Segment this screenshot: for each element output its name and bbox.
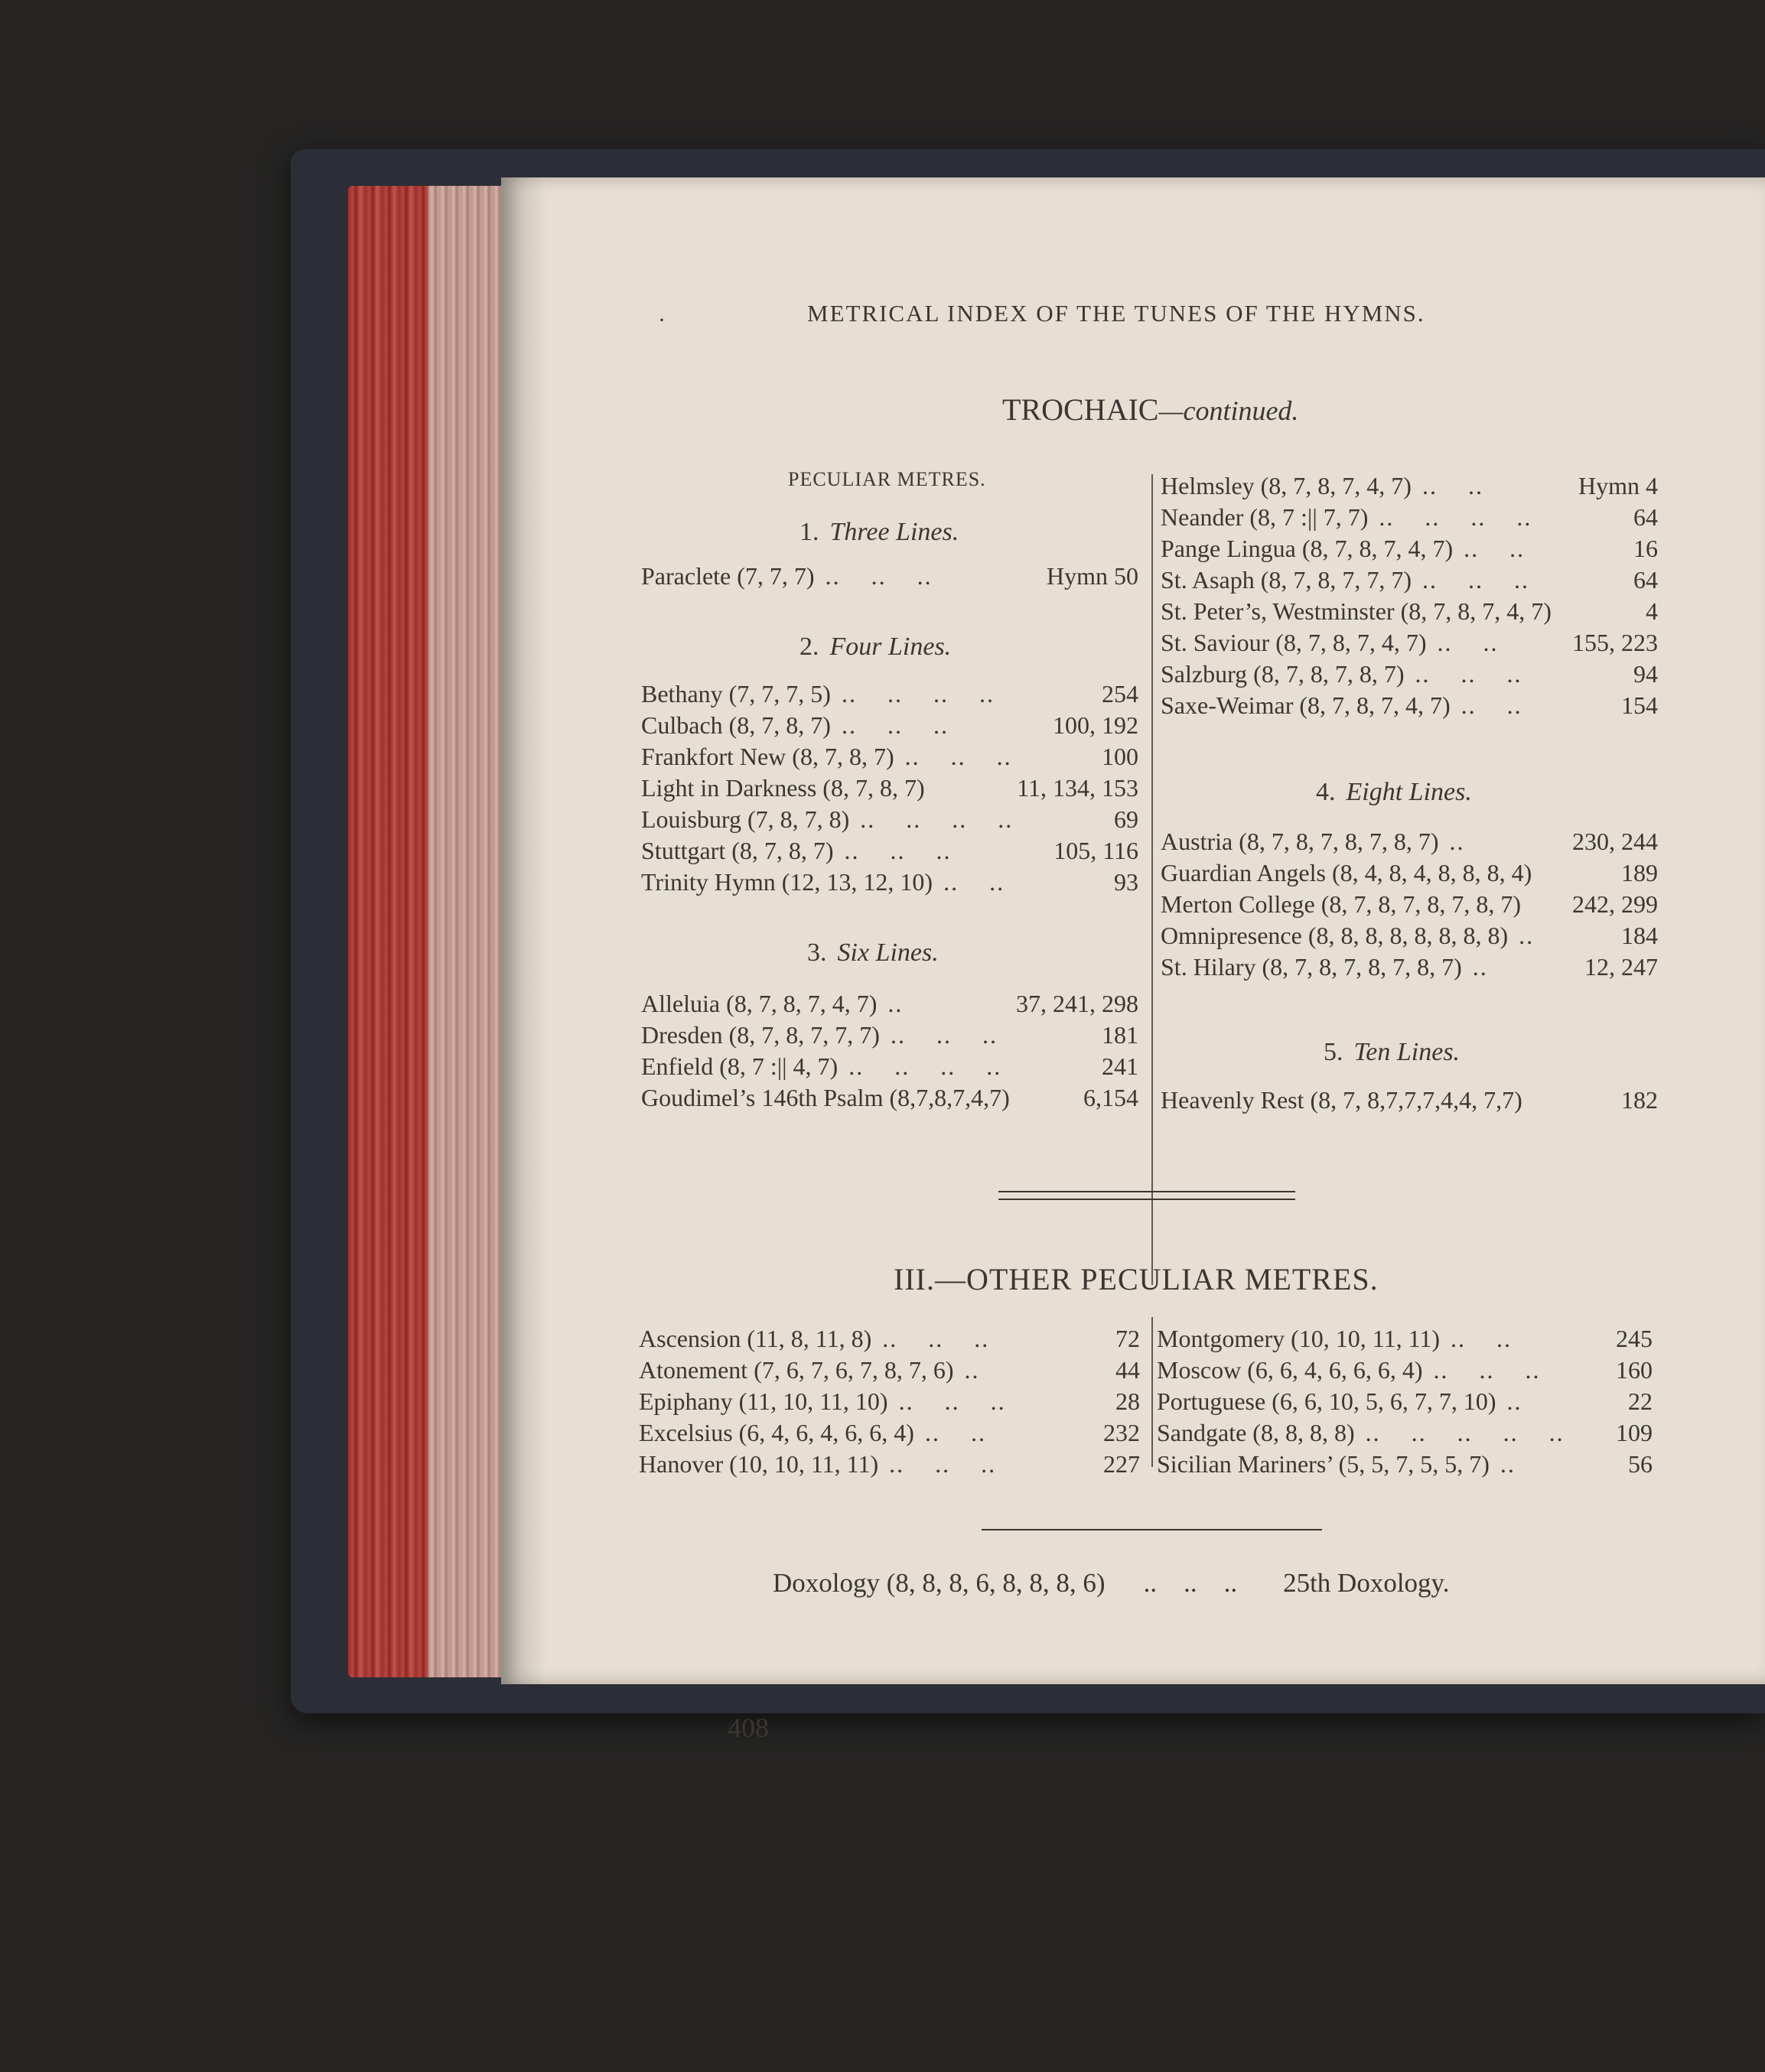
leader-dots: ..: [1519, 922, 1535, 949]
doxology-dots: .. .. ..: [1143, 1568, 1238, 1598]
leader-dots: .. .. ..: [890, 1021, 998, 1049]
index-entry: [1161, 859, 1658, 887]
tune-name: St. Hilary (8, 7, 8, 7, 8, 7, 8, 7): [1161, 953, 1462, 981]
subsection-label: Three Lines.: [829, 518, 959, 546]
leader-dots: .. .. .. ..: [1379, 503, 1532, 531]
tune-name: Sandgate (8, 8, 8, 8): [1157, 1419, 1355, 1446]
hymn-number: 64: [1633, 503, 1658, 531]
index-entry: [1161, 597, 1658, 626]
index-entry: [641, 680, 1138, 708]
tune-name: St. Peter’s, Westminster (8, 7, 8, 7, 4, 7): [1161, 597, 1552, 625]
doxology-name: Doxology (8, 8, 8, 6, 8, 8, 8, 6): [773, 1568, 1106, 1598]
subsection-heading: [799, 633, 951, 662]
tune-name: Austria (8, 7, 8, 7, 8, 7, 8, 7): [1161, 828, 1439, 855]
subsection-number: 4.: [1316, 778, 1336, 806]
section-heading: [1002, 392, 1298, 428]
tune-name: Saxe-Weimar (8, 7, 8, 7, 4, 7): [1161, 691, 1451, 719]
hymn-number: 94: [1633, 660, 1658, 688]
index-entry: [639, 1325, 1140, 1353]
leader-dots: .. ..: [1451, 1325, 1513, 1352]
leader-dots: .. .. ..: [1422, 566, 1529, 594]
index-entry: [1161, 828, 1658, 856]
leader-dots: .. .. ..: [1415, 660, 1522, 688]
hymn-number: 109: [1616, 1419, 1653, 1446]
index-entry: [641, 1021, 1138, 1049]
leader-dots: .. .. .. ..: [860, 805, 1014, 833]
hymn-number: 227: [1103, 1450, 1140, 1478]
tune-name: Merton College (8, 7, 8, 7, 8, 7, 8, 7): [1161, 890, 1522, 918]
hymn-number: 105, 116: [1053, 837, 1138, 864]
tune-name: Paraclete (7, 7, 7): [641, 562, 815, 590]
page-edges-light: [428, 186, 505, 1677]
leader-dots: .. .. .. ..: [848, 1052, 1002, 1080]
hymn-number: 232: [1103, 1419, 1140, 1446]
tune-name: Trinity Hymn (12, 13, 12, 10): [641, 868, 933, 896]
tune-name: Moscow (6, 6, 4, 6, 6, 6, 4): [1157, 1356, 1423, 1384]
section-heading-suffix: —continued.: [1158, 395, 1299, 426]
hymn-number: 181: [1102, 1021, 1138, 1049]
leader-dots: .. .. ..: [898, 1387, 1006, 1415]
tune-name: Hanover (10, 10, 11, 11): [639, 1450, 879, 1478]
index-entry: [1161, 535, 1658, 563]
hymn-number: 72: [1115, 1325, 1140, 1352]
hymn-number: 4: [1646, 597, 1658, 625]
hymn-number: 56: [1628, 1450, 1653, 1478]
tune-name: Goudimel’s 146th Psalm (8,7,8,7,4,7): [641, 1084, 1010, 1111]
tune-name: Ascension (11, 8, 11, 8): [639, 1325, 872, 1352]
index-entry: [641, 805, 1138, 834]
index-entry: [641, 743, 1138, 771]
hymn-number: Hymn 50: [1047, 562, 1138, 590]
leader-dots: .. ..: [943, 868, 1005, 896]
tune-name: Alleluia (8, 7, 8, 7, 4, 7): [641, 990, 878, 1017]
leader-dots: ..: [1449, 828, 1465, 855]
index-entry: [1161, 953, 1658, 981]
tune-name: Epiphany (11, 10, 11, 10): [639, 1387, 888, 1415]
hymn-number: 100, 192: [1053, 711, 1138, 739]
index-entry: [1161, 629, 1658, 657]
leader-dots: .. .. .. .. ..: [1365, 1419, 1565, 1446]
index-entry: [639, 1419, 1140, 1447]
index-entry: [1157, 1450, 1653, 1478]
leader-dots: ..: [1500, 1450, 1516, 1478]
tune-name: Frankfort New (8, 7, 8, 7): [641, 743, 894, 770]
gutter-shadow: [501, 177, 547, 1684]
tune-name: Excelsius (6, 4, 6, 4, 6, 6, 4): [639, 1419, 914, 1446]
index-entry: [639, 1387, 1140, 1416]
subsection-label: Four Lines.: [829, 633, 952, 661]
hymn-number: 245: [1616, 1325, 1653, 1352]
leader-dots: ..: [964, 1356, 980, 1384]
hymn-number: 154: [1621, 691, 1658, 719]
leader-dots: .. .. .. ..: [841, 680, 995, 707]
hymn-number: 37, 241, 298: [1016, 990, 1138, 1017]
double-rule: [998, 1191, 1295, 1200]
leader-dots: .. .. ..: [904, 743, 1012, 770]
subsection-number: 2.: [799, 633, 819, 661]
tune-name: Sicilian Mariners’ (5, 5, 7, 5, 5, 7): [1157, 1450, 1490, 1478]
tune-name: St. Saviour (8, 7, 8, 7, 4, 7): [1161, 629, 1427, 656]
hymn-number: 16: [1633, 535, 1658, 562]
index-entry: [1161, 660, 1658, 688]
book-page: [501, 177, 1765, 1743]
tune-name: Bethany (7, 7, 7, 5): [641, 680, 831, 707]
index-entry: [1157, 1419, 1653, 1447]
subsection-number: 5.: [1324, 1038, 1343, 1066]
hymn-number: 230, 244: [1572, 828, 1658, 855]
hymn-number: 93: [1114, 868, 1138, 896]
index-entry: [641, 562, 1138, 590]
index-entry: [1161, 922, 1658, 950]
index-entry: [1161, 566, 1658, 594]
tune-name: St. Asaph (8, 7, 8, 7, 7, 7): [1161, 566, 1412, 594]
leader-dots: ..: [1472, 953, 1488, 981]
hymn-number: 44: [1115, 1356, 1140, 1384]
leader-dots: ..: [887, 990, 904, 1017]
part-heading: III.—OTHER PECULIAR METRES.: [894, 1262, 1379, 1296]
tune-name: Heavenly Rest (8, 7, 8,7,7,7,4,4, 7,7): [1161, 1086, 1522, 1114]
hymn-number: 28: [1115, 1387, 1140, 1415]
leader-dots: .. .. ..: [882, 1325, 990, 1352]
index-entry: [641, 774, 1138, 802]
index-entry: [1161, 890, 1658, 919]
tune-name: Guardian Angels (8, 4, 8, 4, 8, 8, 8, 4): [1161, 859, 1532, 886]
doxology-ref: 25th Doxology.: [1283, 1568, 1450, 1598]
hymn-number: 64: [1633, 566, 1658, 594]
index-entry: [641, 1052, 1138, 1081]
index-entry: [1161, 1086, 1658, 1114]
category-heading: PECULIAR METRES.: [788, 468, 986, 490]
hymn-number: 12, 247: [1584, 953, 1658, 981]
tune-name: Salzburg (8, 7, 8, 7, 8, 7): [1161, 660, 1405, 688]
page-number: 408: [728, 1713, 769, 1743]
leader-dots: .. ..: [1437, 629, 1499, 656]
subsection-number: 1.: [799, 518, 819, 546]
part-column-divider: [1151, 1317, 1153, 1467]
index-entry: [641, 1084, 1138, 1112]
ink-dot: ·: [658, 307, 666, 333]
subsection-number: 3.: [807, 938, 827, 967]
tune-name: Omnipresence (8, 8, 8, 8, 8, 8, 8, 8): [1161, 922, 1509, 949]
tune-name: Enfield (8, 7 :|| 4, 7): [641, 1052, 839, 1080]
tune-name: Louisburg (7, 8, 7, 8): [641, 805, 850, 833]
index-entry: [639, 1356, 1140, 1384]
single-rule: [982, 1529, 1322, 1530]
hymn-number: 11, 134, 153: [1017, 774, 1138, 802]
hymn-number: 242, 299: [1572, 890, 1658, 918]
leader-dots: .. ..: [1464, 535, 1526, 562]
hymn-number: Hymn 4: [1578, 472, 1658, 499]
hymn-number: 160: [1616, 1356, 1653, 1384]
tune-name: Pange Lingua (8, 7, 8, 7, 4, 7): [1161, 535, 1454, 562]
index-entry: [641, 990, 1138, 1018]
leader-dots: .. .. ..: [841, 711, 949, 739]
index-entry: [639, 1450, 1140, 1478]
hymn-number: 182: [1621, 1086, 1658, 1114]
tune-name: Stuttgart (8, 7, 8, 7): [641, 837, 834, 864]
leader-dots: .. .. ..: [889, 1450, 997, 1478]
index-entry: [1157, 1325, 1653, 1353]
hymn-number: 241: [1102, 1052, 1138, 1080]
leader-dots: .. .. ..: [1433, 1356, 1541, 1384]
subsection-heading: [799, 518, 959, 547]
tune-name: Portuguese (6, 6, 10, 5, 6, 7, 7, 10): [1157, 1387, 1496, 1415]
leader-dots: .. ..: [924, 1419, 986, 1446]
leader-dots: .. .. ..: [825, 562, 933, 590]
tune-name: Dresden (8, 7, 8, 7, 7, 7): [641, 1021, 880, 1049]
subsection-heading: [1316, 778, 1472, 807]
hymn-number: 254: [1102, 680, 1138, 707]
subsection-heading: [1324, 1038, 1460, 1067]
tune-name: Light in Darkness (8, 7, 8, 7): [641, 774, 925, 802]
tune-name: Neander (8, 7 :|| 7, 7): [1161, 503, 1369, 531]
running-title: METRICAL INDEX OF THE TUNES OF THE HYMNS.: [807, 300, 1425, 327]
leader-dots: .. .. ..: [844, 837, 952, 864]
hymn-number: 22: [1628, 1387, 1653, 1415]
hymn-number: 184: [1621, 922, 1658, 949]
tune-name: Culbach (8, 7, 8, 7): [641, 711, 831, 739]
index-entry: [1157, 1387, 1653, 1416]
leader-dots: .. ..: [1461, 691, 1522, 719]
hymn-number: 155, 223: [1572, 629, 1658, 656]
section-heading-roman: TROCHAIC: [1002, 392, 1159, 427]
index-entry: [1157, 1356, 1653, 1384]
leader-dots: ..: [1506, 1387, 1522, 1415]
index-entry: [641, 868, 1138, 896]
subsection-label: Ten Lines.: [1353, 1038, 1461, 1066]
tune-name: Atonement (7, 6, 7, 6, 7, 8, 7, 6): [639, 1356, 954, 1384]
hymn-number: 69: [1114, 805, 1138, 833]
tune-name: Helmsley (8, 7, 8, 7, 4, 7): [1161, 472, 1412, 499]
subsection-label: Six Lines.: [837, 938, 939, 967]
subsection-heading: [807, 938, 939, 968]
hymn-number: 6,154: [1083, 1084, 1138, 1111]
tune-name: Montgomery (10, 10, 11, 11): [1157, 1325, 1441, 1352]
hymn-number: 189: [1621, 859, 1658, 886]
index-entry: [641, 837, 1138, 865]
index-entry: [1161, 691, 1658, 720]
hymn-number: 100: [1102, 743, 1138, 770]
index-entry: [641, 711, 1138, 740]
leader-dots: .. ..: [1421, 472, 1483, 499]
column-divider: [1151, 474, 1153, 1285]
index-entry: [1161, 503, 1658, 532]
index-entry: [1161, 472, 1658, 500]
doxology-line: [773, 1568, 1450, 1599]
subsection-label: Eight Lines.: [1346, 778, 1472, 806]
